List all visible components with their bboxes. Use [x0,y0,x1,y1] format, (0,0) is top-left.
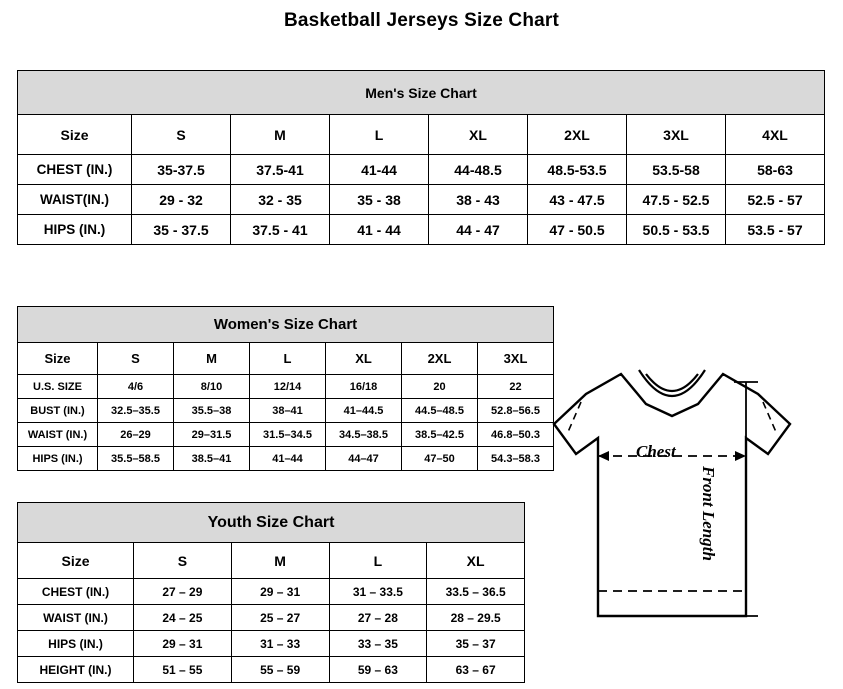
table-cell: 27 – 28 [329,605,427,631]
table-cell: 54.3–58.3 [478,447,554,471]
table-cell: 59 – 63 [329,657,427,683]
table-cell: 35-37.5 [132,155,231,185]
womens-header-cell: Size [18,343,98,375]
table-cell: 52.8–56.5 [478,399,554,423]
table-row [18,631,525,657]
table-cell: 55 – 59 [231,657,329,683]
row-label: WAIST(IN.) [18,185,132,215]
youth-header-cell: S [134,543,232,579]
table-cell: 35 – 37 [427,631,525,657]
row-label: CHEST (IN.) [18,579,134,605]
table-cell: 8/10 [174,375,250,399]
table-cell: 41–44.5 [326,399,402,423]
row-label: HIPS (IN.) [18,215,132,245]
youth-chart-title: Youth Size Chart [18,503,525,543]
table-cell: 63 – 67 [427,657,525,683]
table-cell: 44.5–48.5 [402,399,478,423]
table-cell: 38.5–42.5 [402,423,478,447]
womens-header-cell: M [174,343,250,375]
table-cell: 27 – 29 [134,579,232,605]
table-row [18,185,825,215]
womens-header-row [18,343,554,375]
table-cell: 22 [478,375,554,399]
table-cell: 35.5–58.5 [98,447,174,471]
row-label: HIPS (IN.) [18,631,134,657]
womens-header-cell: S [98,343,174,375]
mens-size-chart-table [17,70,825,245]
table-cell: 35 - 38 [330,185,429,215]
table-cell: 31.5–34.5 [250,423,326,447]
table-cell: 31 – 33.5 [329,579,427,605]
table-cell: 41 - 44 [330,215,429,245]
table-cell: 48.5-53.5 [528,155,627,185]
row-label: U.S. SIZE [18,375,98,399]
womens-size-chart-table [17,306,554,471]
table-cell: 33.5 – 36.5 [427,579,525,605]
womens-chart-title: Women's Size Chart [18,307,554,343]
table-cell: 29 - 32 [132,185,231,215]
table-cell: 52.5 - 57 [726,185,825,215]
youth-chart-title-row [18,503,525,543]
table-row [18,155,825,185]
mens-header-cell: L [330,115,429,155]
table-row [18,579,525,605]
womens-chart-title-row [18,307,554,343]
youth-header-row [18,543,525,579]
table-row [18,215,825,245]
table-cell: 29 – 31 [134,631,232,657]
table-cell: 41–44 [250,447,326,471]
table-cell: 37.5-41 [231,155,330,185]
table-cell: 4/6 [98,375,174,399]
mens-header-cell: S [132,115,231,155]
table-row [18,423,554,447]
table-cell: 32 - 35 [231,185,330,215]
table-cell: 51 – 55 [134,657,232,683]
table-cell: 47.5 - 52.5 [627,185,726,215]
table-cell: 50.5 - 53.5 [627,215,726,245]
table-cell: 41-44 [330,155,429,185]
womens-header-cell: 2XL [402,343,478,375]
table-cell: 47–50 [402,447,478,471]
table-cell: 32.5–35.5 [98,399,174,423]
table-cell: 31 – 33 [231,631,329,657]
youth-header-cell: L [329,543,427,579]
table-cell: 16/18 [326,375,402,399]
row-label: BUST (IN.) [18,399,98,423]
table-cell: 38 - 43 [429,185,528,215]
page-title: Basketball Jerseys Size Chart [283,10,560,31]
table-cell: 29–31.5 [174,423,250,447]
youth-header-cell: M [231,543,329,579]
table-cell: 26–29 [98,423,174,447]
row-label: HIPS (IN.) [18,447,98,471]
jersey-measurement-diagram [546,346,836,676]
table-row [18,375,554,399]
table-cell: 53.5-58 [627,155,726,185]
table-cell: 25 – 27 [231,605,329,631]
jersey-illustration [546,346,836,676]
table-cell: 34.5–38.5 [326,423,402,447]
row-label: WAIST (IN.) [18,605,134,631]
mens-header-cell: Size [18,115,132,155]
mens-header-cell: 3XL [627,115,726,155]
mens-header-cell: 2XL [528,115,627,155]
table-cell: 20 [402,375,478,399]
table-cell: 38.5–41 [174,447,250,471]
table-cell: 38–41 [250,399,326,423]
row-label: WAIST (IN.) [18,423,98,447]
womens-header-cell: XL [326,343,402,375]
table-cell: 43 - 47.5 [528,185,627,215]
table-cell: 37.5 - 41 [231,215,330,245]
youth-size-chart-table [17,502,525,683]
youth-header-cell: XL [427,543,525,579]
table-cell: 58-63 [726,155,825,185]
table-cell: 12/14 [250,375,326,399]
jersey-outline [554,374,790,616]
mens-header-cell: M [231,115,330,155]
table-cell: 28 – 29.5 [427,605,525,631]
table-cell: 44-48.5 [429,155,528,185]
table-cell: 44–47 [326,447,402,471]
table-cell: 53.5 - 57 [726,215,825,245]
mens-header-cell: 4XL [726,115,825,155]
table-cell: 33 – 35 [329,631,427,657]
mens-chart-title-row [18,71,825,115]
table-cell: 35 - 37.5 [132,215,231,245]
table-cell: 29 – 31 [231,579,329,605]
table-row [18,605,525,631]
table-cell: 47 - 50.5 [528,215,627,245]
table-cell: 44 - 47 [429,215,528,245]
table-cell: 35.5–38 [174,399,250,423]
row-label: CHEST (IN.) [18,155,132,185]
youth-header-cell: Size [18,543,134,579]
mens-chart-title: Men's Size Chart [18,71,825,115]
table-row [18,399,554,423]
mens-header-row [18,115,825,155]
womens-header-cell: L [250,343,326,375]
front-length-label: Front Length [699,466,718,561]
mens-header-cell: XL [429,115,528,155]
table-row [18,447,554,471]
row-label: HEIGHT (IN.) [18,657,134,683]
table-cell: 24 – 25 [134,605,232,631]
jersey-neckline [639,370,705,396]
womens-header-cell: 3XL [478,343,554,375]
table-cell: 46.8–50.3 [478,423,554,447]
chest-label: Chest [636,442,676,461]
